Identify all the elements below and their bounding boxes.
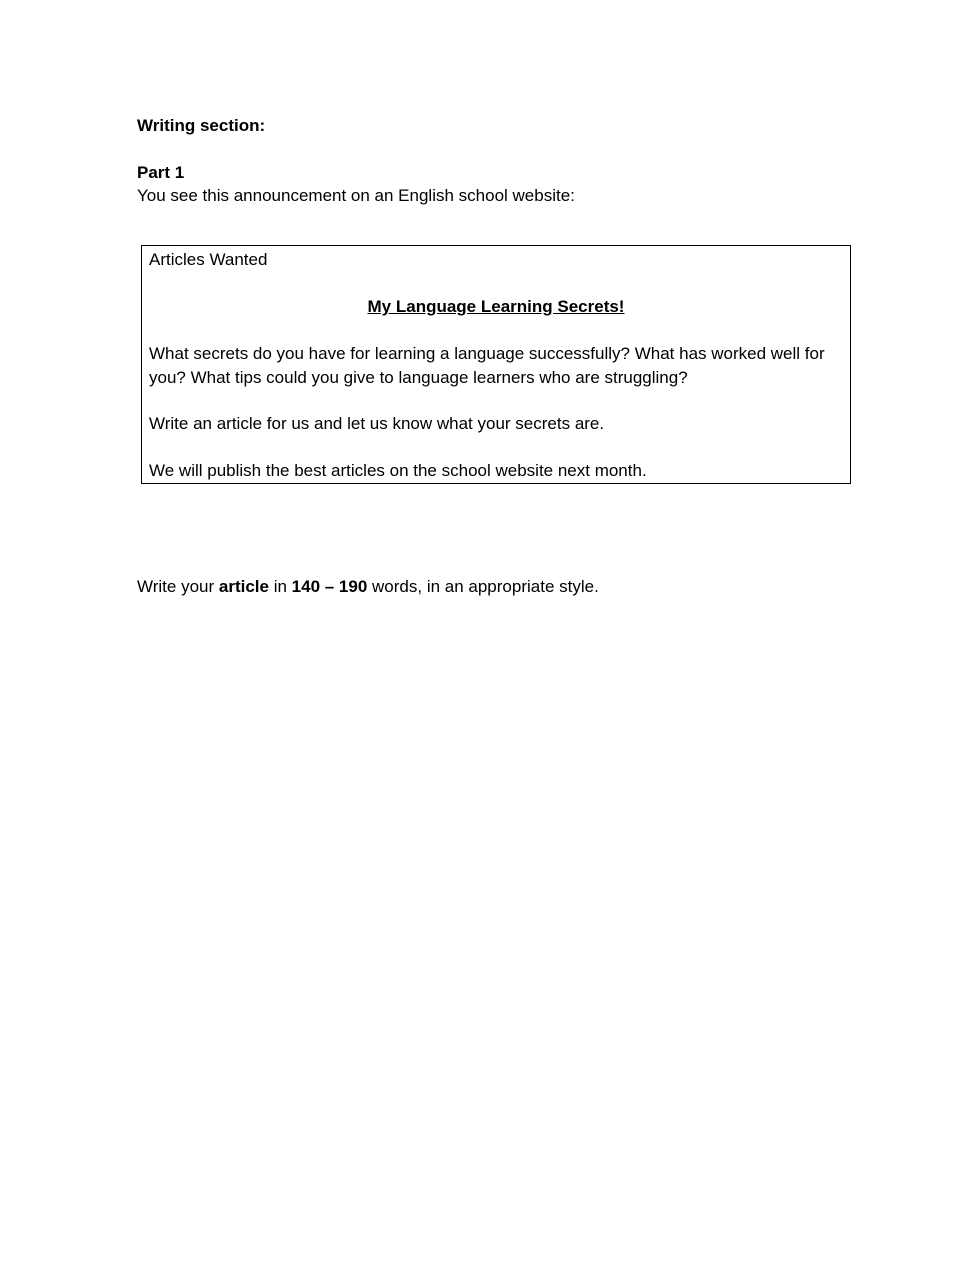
instruction-prefix: Write your — [137, 577, 219, 596]
intro-text: You see this announcement on an English school website: — [137, 186, 575, 205]
announcement-title: My Language Learning Secrets! — [367, 297, 625, 316]
instruction-task-type: article — [218, 577, 269, 596]
announcement-paragraph-questions: What secrets do you have for learning a language successfully? What has worked well for you? What tips could you give to language learners who are struggling? — [149, 344, 825, 387]
instruction-suffix: words, in an appropriate style. — [367, 577, 599, 596]
announcement-paragraph-request: Write an article for us and let us know what your secrets are. — [149, 414, 605, 433]
instruction-word-range: 140 – 190 — [291, 577, 368, 596]
instruction-middle: in — [268, 577, 292, 596]
task-instruction — [137, 575, 599, 599]
announcement-paragraph-publish: We will publish the best articles on the school website next month. — [149, 461, 647, 480]
announcement-box — [141, 245, 851, 484]
section-title: Writing section: — [137, 116, 266, 135]
part-title: Part 1 — [137, 163, 185, 182]
announcement-heading: Articles Wanted — [149, 250, 268, 269]
